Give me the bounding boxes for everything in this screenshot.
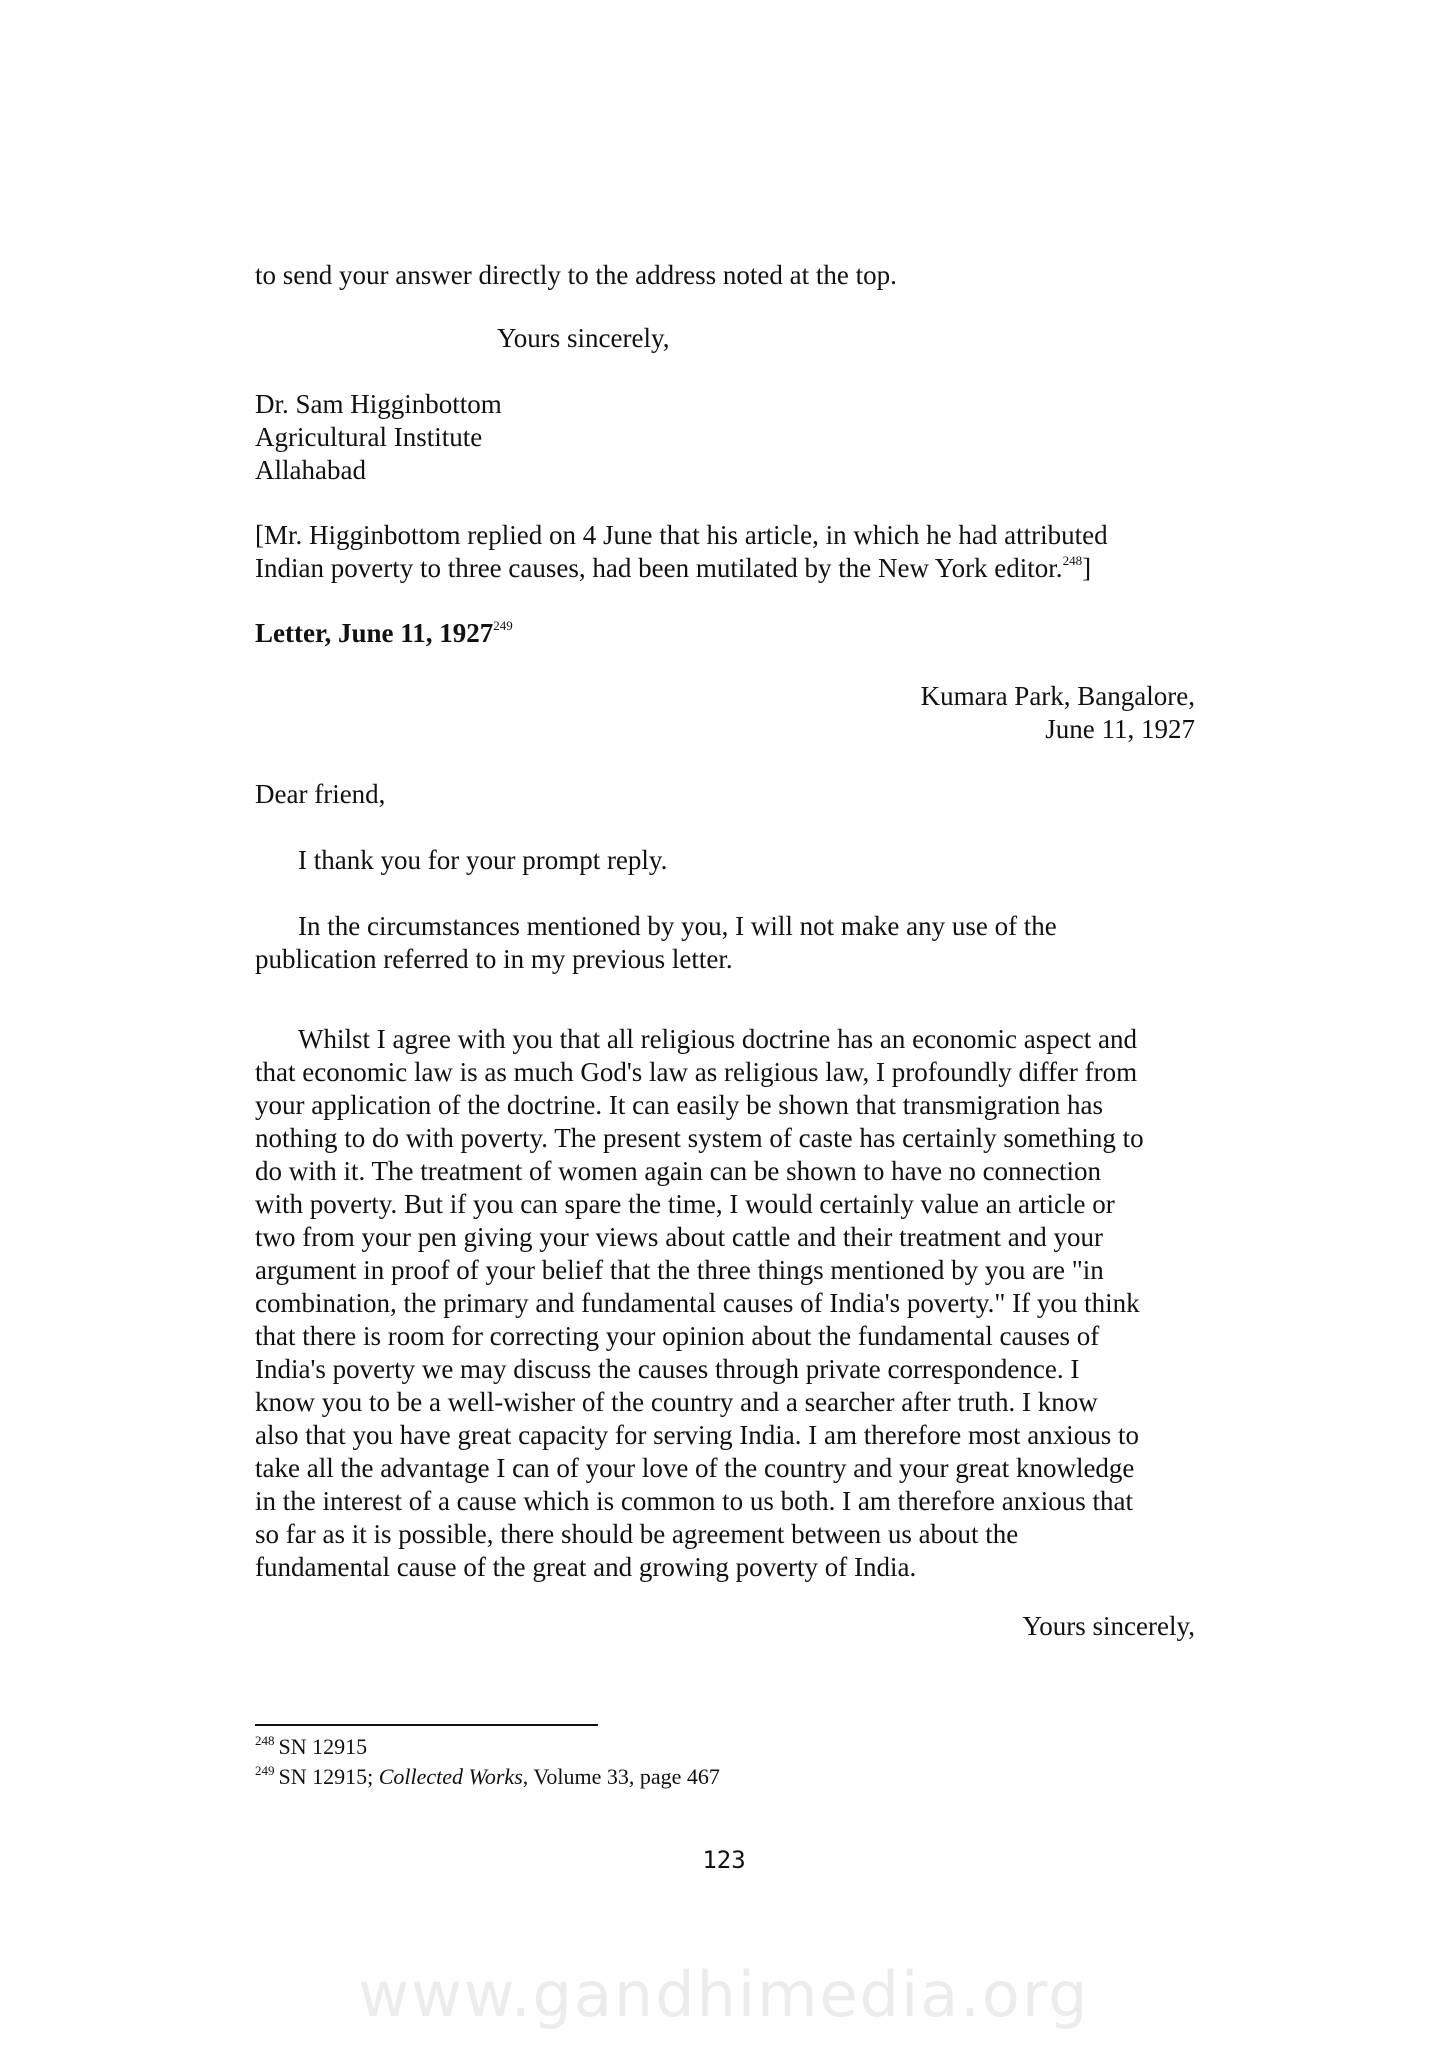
continuation-line: to send your answer directly to the address noted at the top. xyxy=(255,260,897,290)
sender-address xyxy=(255,680,1195,746)
watermark: www.gandhimedia.org xyxy=(358,1958,1090,2031)
footnote-249: $^{249}$ SN 12915; Collected Works, Volume 33, page 467 xyxy=(255,1763,720,1789)
address-date: June 11, 1927 xyxy=(1045,714,1195,744)
addressee-block xyxy=(255,388,1195,487)
footnote-ref-249: 249 xyxy=(493,618,513,633)
address-place: Kumara Park, Bangalore, xyxy=(920,681,1195,711)
footnote-divider xyxy=(255,1724,598,1726)
addressee-name: Dr. Sam Higginbottom xyxy=(255,389,502,419)
footnote-ref-248: 248 xyxy=(1062,553,1083,568)
closing-signoff-1: Yours sincerely, xyxy=(497,323,670,353)
addressee-city: Allahabad xyxy=(255,455,366,485)
paragraph-3: Whilst I agree with you that all religious doctrine has an economic aspect and that economic law is as much God's law as religious law, I profoundly differ from your application of the doctrine. It can easily be shown that transmigration has nothing to do with poverty. The present system of caste has certainly something to do with it. The treatment of women again can be shown to have no connection with poverty. But if you can spare the time, I would certainly value an article or two from your pen giving your views about cattle and their treatment and your argument in proof of your belief that the three things mentioned by you are "in combination, the primary and fundamental causes of India's poverty." If you think that there is room for correcting your opinion about the fundamental causes of India's poverty we may discuss the causes through private correspondence. I know you to be a well-wisher of the country and a searcher after truth. I know also that you have great capacity for serving India. I am therefore most anxious to take all the advantage I can of your love of the country and your great knowledge in the interest of a cause which is common to us both. I am therefore anxious that so far as it is possible, there should be agreement between us about the fundamental cause of the great and growing poverty of India. xyxy=(255,1024,1144,1582)
salutation: Dear friend, xyxy=(255,779,386,809)
letter-heading: Letter, June 11, 1927$^{249}$ xyxy=(255,618,513,648)
editorial-note: [Mr. Higginbottom replied on 4 June that his article, in which he had attributed Indian poverty to three causes, had been mutilated by the New York editor.$^{248}$] xyxy=(255,520,1108,583)
paragraph-2: In the circumstances mentioned by you, I will not make any use of the publication referred to in my previous letter. xyxy=(255,911,1057,974)
footnote-work-title: Collected Works xyxy=(378,1764,523,1789)
page-number: 123 xyxy=(702,1846,746,1874)
footnote-248: $^{248}$ SN 12915 xyxy=(255,1733,368,1759)
closing-signoff-2: Yours sincerely, xyxy=(1022,1611,1195,1641)
addressee-org: Agricultural Institute xyxy=(255,422,483,452)
paragraph-1: I thank you for your prompt reply. xyxy=(298,845,668,875)
